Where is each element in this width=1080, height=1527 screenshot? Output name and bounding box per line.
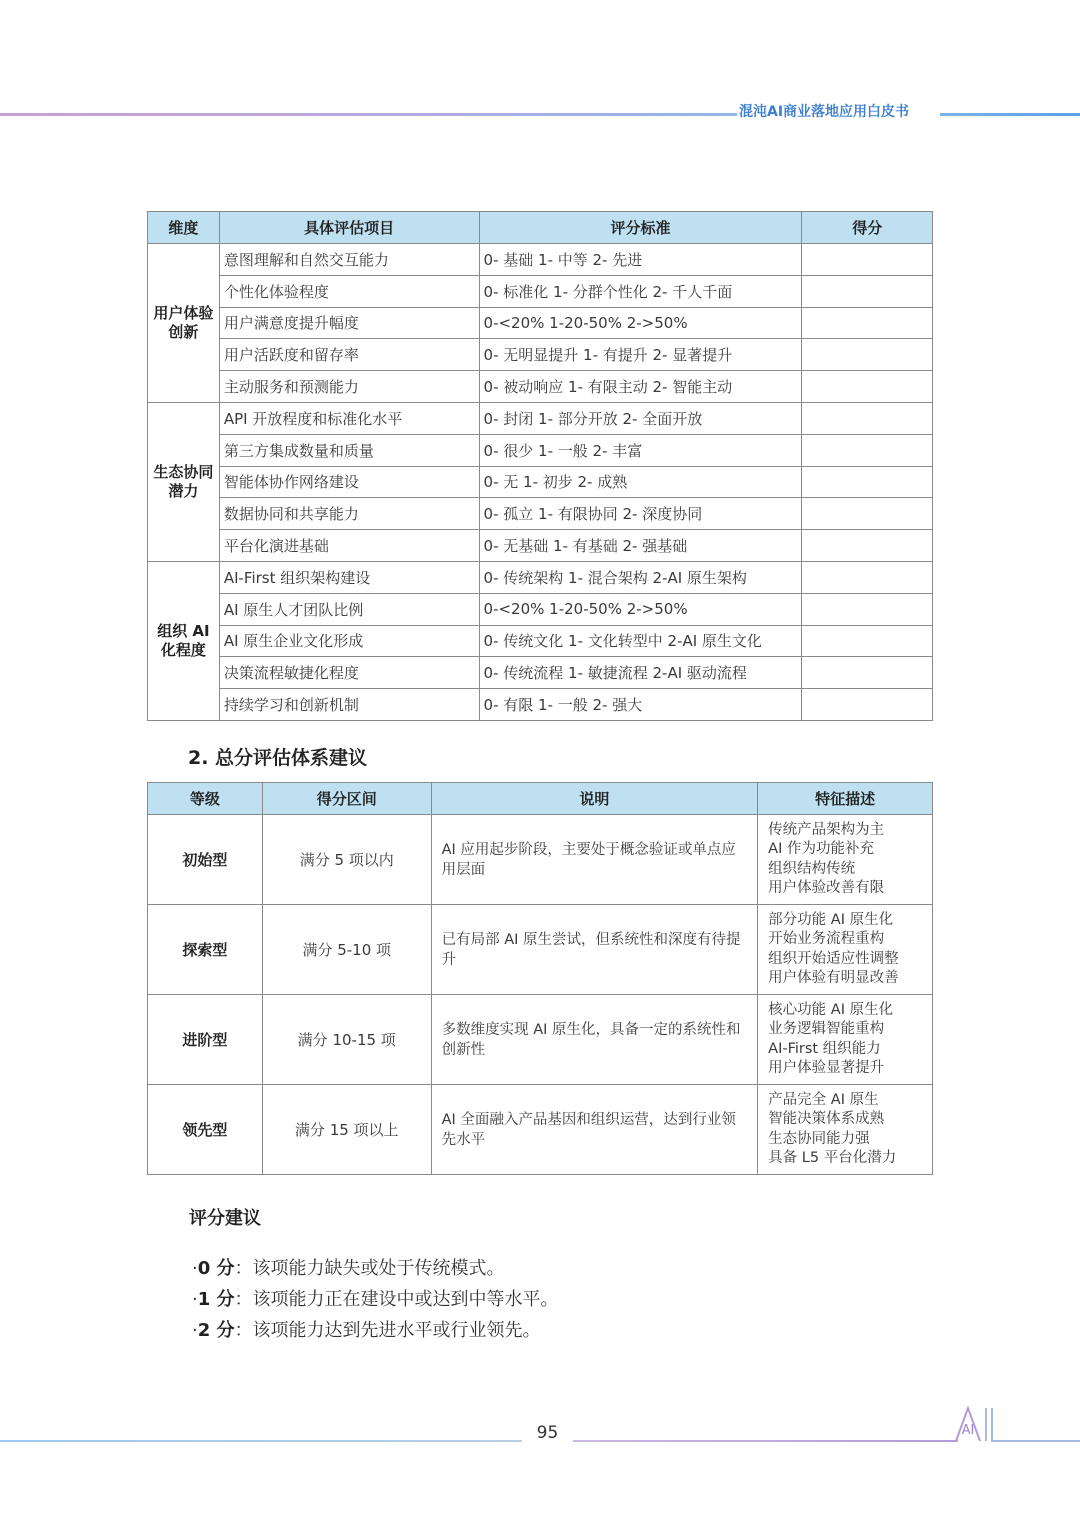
traits-cell [758,995,933,1085]
level-cell: 进阶型 [148,995,263,1085]
header-rule-left [0,113,737,116]
score-cell [802,434,933,466]
criteria-cell: 0- 传统架构 1- 混合架构 2-AI 原生架构 [479,561,802,593]
criteria-cell: 0- 基础 1- 中等 2- 先进 [479,244,802,276]
score-cell [802,466,933,498]
level-cell: 领先型 [148,1085,263,1175]
criteria-cell: 0-<20% 1-20-50% 2->50% [479,593,802,625]
advice-score: 1 分 [197,1289,235,1310]
table-row [148,905,933,995]
table-header-row [148,212,933,244]
table-row [148,657,933,689]
description-cell: 已有局部 AI 原生尝试，但系统性和深度有待提升 [431,905,758,995]
advice-text: 该项能力缺失或处于传统模式。 [252,1258,505,1279]
table-row [148,1085,933,1175]
header-cell: 得分 [802,212,933,244]
score-cell [802,689,933,721]
criteria-cell: 0- 封闭 1- 部分开放 2- 全面开放 [479,402,802,434]
page-number: 95 [536,1423,559,1443]
score-cell [802,625,933,657]
ai-logo-text: AI [961,1423,975,1438]
score-cell [802,530,933,562]
table-row [148,530,933,562]
trait-line: AI-First 组织能力 [768,1040,881,1057]
range-cell: 满分 5-10 项 [262,905,431,995]
trait-line: 组织结构传统 [768,860,856,877]
advice-title: 评分建议 [189,1208,261,1229]
criteria-cell: 0- 孤立 1- 有限协同 2- 深度协同 [479,498,802,530]
trait-line: 具备 L5 平台化潜力 [768,1150,897,1166]
table-row [148,371,933,403]
criteria-cell: 0- 很少 1- 一般 2- 丰富 [479,434,802,466]
advice-score: 2 分 [197,1320,235,1341]
advice-text: 该项能力正在建设中或达到中等水平。 [252,1289,559,1310]
table-row [148,402,933,434]
evaluation-table [147,211,933,721]
item-cell: 决策流程敏捷化程度 [219,657,479,689]
trait-line: 业务逻辑智能重构 [768,1021,885,1037]
advice-list [192,1253,559,1346]
criteria-cell: 0-<20% 1-20-50% 2->50% [479,307,802,339]
score-cell [802,275,933,307]
header-cell: 具体评估项目 [219,212,479,244]
item-cell: 个性化体验程度 [219,275,479,307]
trait-line: 用户体验显著提升 [768,1060,885,1076]
level-cell: 初始型 [148,815,263,905]
item-cell: 意图理解和自然交互能力 [219,244,479,276]
trait-line: AI 作为功能补充 [768,841,874,857]
table-row [148,307,933,339]
table-row [148,339,933,371]
criteria-cell: 0- 无 1- 初步 2- 成熟 [479,466,802,498]
item-cell: 用户满意度提升幅度 [219,307,479,339]
criteria-cell: 0- 被动响应 1- 有限主动 2- 智能主动 [479,371,802,403]
item-cell: AI-First 组织架构建设 [219,561,479,593]
traits-cell [758,905,933,995]
trait-line: 核心功能 AI 原生化 [768,1001,894,1018]
item-cell: API 开放程度和标准化水平 [219,402,479,434]
range-cell: 满分 5 项以内 [262,815,431,905]
ai-logo-icon [948,1404,1080,1444]
level-table [147,782,933,1175]
table-row [148,466,933,498]
item-cell: 智能体协作网络建设 [219,466,479,498]
table-row [148,815,933,905]
trait-line: 传统产品架构为主 [768,821,885,838]
advice-text: 该项能力达到先进水平或行业领先。 [252,1320,541,1341]
table-row [148,244,933,276]
table-row [148,689,933,721]
criteria-cell: 0- 传统流程 1- 敏捷流程 2-AI 驱动流程 [479,657,802,689]
item-cell: AI 原生人才团队比例 [219,593,479,625]
criteria-cell: 0- 标准化 1- 分群个性化 2- 千人千面 [479,275,802,307]
trait-line: 开始业务流程重构 [768,931,885,947]
header-cell: 得分区间 [262,783,431,815]
trait-line: 部分功能 AI 原生化 [768,911,894,928]
dimension-cell: 用户体验创新 [148,244,220,403]
criteria-cell: 0- 传统文化 1- 文化转型中 2-AI 原生文化 [479,625,802,657]
item-cell: 用户活跃度和留存率 [219,339,479,371]
score-cell [802,307,933,339]
table-row [148,625,933,657]
footer-rule-right [573,1440,958,1442]
score-cell [802,498,933,530]
table-header-row [148,783,933,815]
table-row [148,593,933,625]
item-cell: 平台化演进基础 [219,530,479,562]
trait-line: 智能决策体系成熟 [768,1111,885,1127]
score-cell [802,339,933,371]
score-cell [802,593,933,625]
header-cell: 说明 [431,783,758,815]
level-cell: 探索型 [148,905,263,995]
range-cell: 满分 15 项以上 [262,1085,431,1175]
dimension-cell: 生态协同潜力 [148,402,220,561]
traits-cell [758,1085,933,1175]
traits-cell [758,815,933,905]
range-cell: 满分 10-15 项 [262,995,431,1085]
advice-score: 0 分 [197,1258,235,1279]
header-cell: 特征描述 [758,783,933,815]
header-cell: 评分标准 [479,212,802,244]
item-cell: 持续学习和创新机制 [219,689,479,721]
criteria-cell: 0- 有限 1- 一般 2- 强大 [479,689,802,721]
dimension-cell: 组织 AI 化程度 [148,561,220,720]
score-cell [802,561,933,593]
header-rule-right [940,113,1080,116]
criteria-cell: 0- 无明显提升 1- 有提升 2- 显著提升 [479,339,802,371]
score-cell [802,244,933,276]
list-item: ·2 分：该项能力达到先进水平或行业领先。 [192,1320,541,1341]
trait-line: 生态协同能力强 [768,1130,870,1147]
item-cell: 主动服务和预测能力 [219,371,479,403]
header-cell: 维度 [148,212,220,244]
table-row [148,561,933,593]
description-cell: 多数维度实现 AI 原生化，具备一定的系统性和创新性 [431,995,758,1085]
score-cell [802,371,933,403]
footer-rule-left [0,1440,522,1442]
score-cell [802,657,933,689]
table-row [148,275,933,307]
trait-line: 用户体验有明显改善 [768,970,899,986]
table-row [148,498,933,530]
score-cell [802,402,933,434]
item-cell: AI 原生企业文化形成 [219,625,479,657]
table-row [148,434,933,466]
section-title: 2. 总分评估体系建议 [188,747,368,769]
table-row [148,995,933,1085]
item-cell: 数据协同和共享能力 [219,498,479,530]
list-item: ·1 分：该项能力正在建设中或达到中等水平。 [192,1289,559,1310]
running-header-title: 混沌AI商业落地应用白皮书 [739,104,910,120]
item-cell: 第三方集成数量和质量 [219,434,479,466]
trait-line: 用户体验改善有限 [768,880,885,896]
description-cell: AI 全面融入产品基因和组织运营，达到行业领先水平 [431,1085,758,1175]
trait-line: 产品完全 AI 原生 [768,1091,879,1108]
header-cell: 等级 [148,783,263,815]
criteria-cell: 0- 无基础 1- 有基础 2- 强基础 [479,530,802,562]
list-item: ·0 分：该项能力缺失或处于传统模式。 [192,1258,505,1279]
description-cell: AI 应用起步阶段，主要处于概念验证或单点应用层面 [431,815,758,905]
trait-line: 组织开始适应性调整 [768,950,899,967]
